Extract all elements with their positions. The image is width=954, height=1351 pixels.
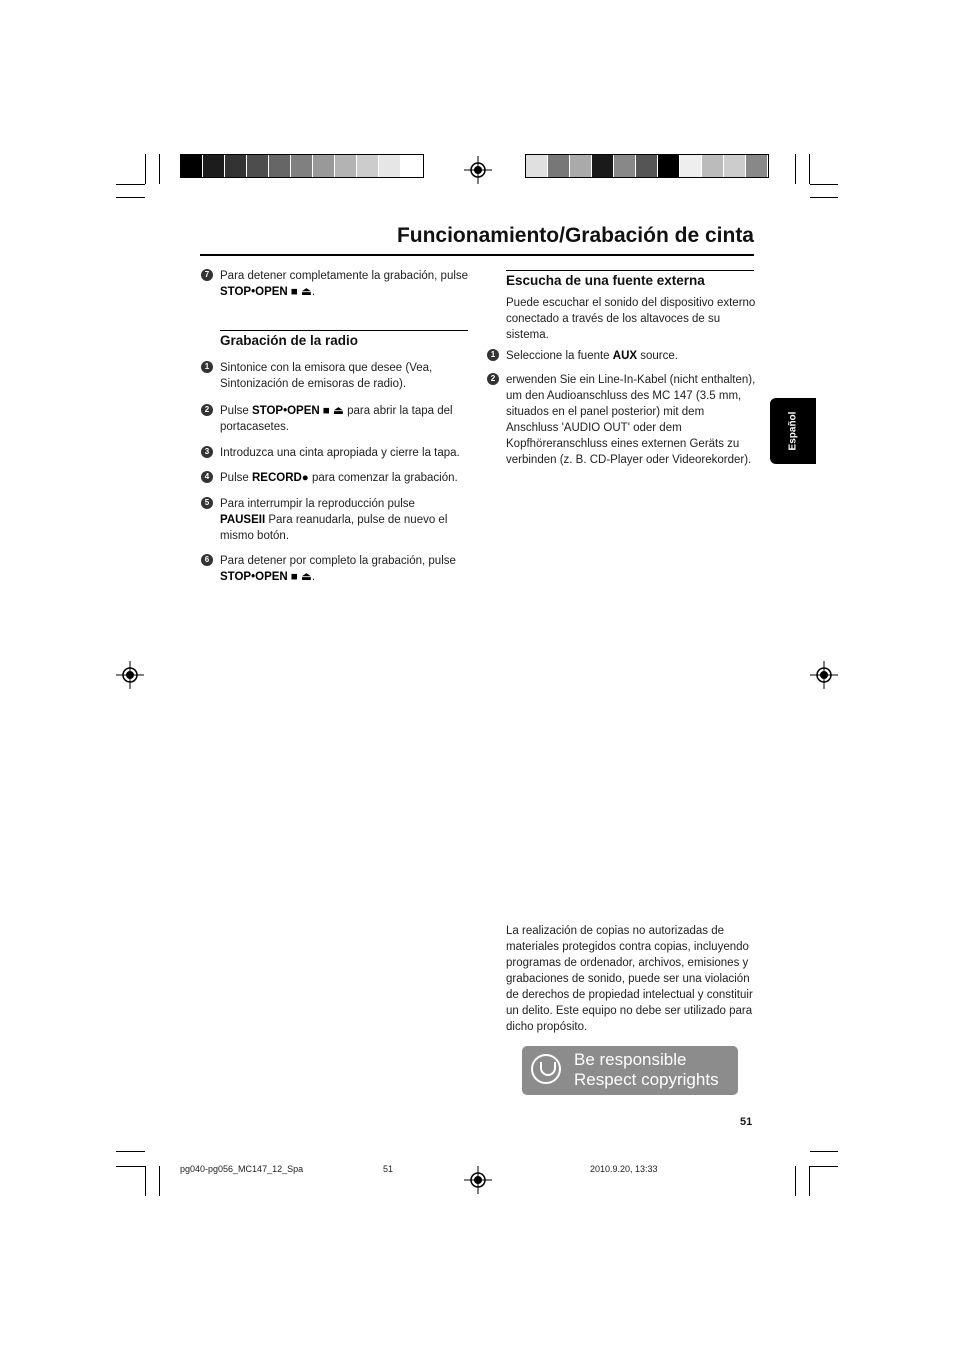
page-number: 51 <box>740 1116 753 1128</box>
step-post: . <box>311 571 316 583</box>
external-step-2: erwenden Sie ein Line-In-Kabel (nicht enthalten), um den Audioanschluss des MC 147 (3.5 mm, situados en el panel posterior) mit dem Anschluss 'AUDIO OUT' oder dem Kopfhöreranschluss eines externen Geräts zu verbinden (z. B. CD-Player oder Videorekorder). <box>506 374 756 466</box>
color-swatch <box>247 155 269 177</box>
step-number-badge: 2 <box>487 373 499 385</box>
radio-recording-heading: Grabación de la radio <box>220 333 359 348</box>
stop-open-key: STOP•OPEN ■ ⏏ <box>220 286 312 298</box>
crop-mark <box>145 1166 146 1196</box>
crop-mark <box>116 184 145 185</box>
language-tab-label: Español <box>787 411 799 451</box>
crop-mark <box>159 1166 160 1196</box>
color-swatch <box>181 155 203 177</box>
color-swatch <box>313 155 335 177</box>
step-number-badge: 3 <box>201 446 213 458</box>
stop-open-key: STOP•OPEN ■ ⏏ <box>220 571 312 583</box>
radio-step-2 <box>220 403 470 435</box>
crop-mark <box>116 1166 145 1167</box>
step-pre: Para detener por completo la grabación, pulse <box>220 555 456 567</box>
title-rule <box>200 254 754 256</box>
crop-mark <box>145 154 146 184</box>
color-swatch <box>401 155 423 177</box>
stop-open-key: STOP•OPEN ■ ⏏ <box>251 405 344 417</box>
crop-mark <box>116 1151 145 1152</box>
radio-step-4 <box>220 470 470 486</box>
step-number-badge: 5 <box>201 497 213 509</box>
step-number-badge: 6 <box>201 554 213 566</box>
color-swatch <box>658 155 680 177</box>
crop-mark <box>809 1166 810 1196</box>
footer-page: 51 <box>383 1164 394 1174</box>
external-step-1 <box>506 348 756 364</box>
section-rule <box>220 330 468 331</box>
step-number-badge: 2 <box>201 404 213 416</box>
step-pre: Para interrumpir la reproducción pulse <box>220 498 415 510</box>
color-swatch <box>724 155 746 177</box>
step-post: para abrir la tapa del portacasetes. <box>220 405 453 433</box>
step-post: source. <box>637 350 678 362</box>
step-pre: Seleccione la fuente <box>506 350 613 362</box>
step-pre: Pulse <box>220 472 252 484</box>
step-pre: Pulse <box>220 405 252 417</box>
crop-mark <box>810 184 838 185</box>
record-key: RECORD● <box>251 472 309 484</box>
copyright-note: La realización de copias no autorizadas de materiales protegidos contra copias, incluyendo programas de ordenador, archivos, emisiones y grabaciones de sonido, puede ser una violación de derechos de propiedad intelectual y constituir un delito. Este equipo no debe ser utilizado para dicho propósito. <box>506 925 753 1033</box>
color-swatch <box>357 155 379 177</box>
footer-file: pg040-pg056_MC147_12_Spa <box>180 1164 304 1174</box>
color-swatch <box>269 155 291 177</box>
color-swatch <box>592 155 614 177</box>
external-source-intro: Puede escuchar el sonido del dispositivo externo conectado a través de los altavoces de su sistema. <box>506 297 756 341</box>
crop-mark <box>810 1151 838 1152</box>
page-title: Funcionamiento/Grabación de cinta <box>396 224 754 247</box>
copyright-logo-icon <box>531 1054 561 1084</box>
color-swatch <box>548 155 570 177</box>
color-calibration-bar-right <box>525 154 769 178</box>
crop-mark <box>809 154 810 184</box>
language-tab <box>770 398 816 464</box>
radio-step-1: Sintonice con la emisora que desee (Vea, Sintonización de emisoras de radio). <box>220 362 433 390</box>
step-number-badge: 1 <box>487 349 499 361</box>
footer-date: 2010.9.20, 13:33 <box>590 1164 658 1174</box>
step-number-badge: 4 <box>201 471 213 483</box>
color-swatch <box>225 155 247 177</box>
badge-line-1: Be responsible <box>574 1050 687 1069</box>
radio-step-6 <box>220 553 470 585</box>
step-7-body: Para detener completamente la grabación, pulse <box>220 270 469 282</box>
crop-mark <box>159 154 160 184</box>
color-swatch <box>636 155 658 177</box>
color-swatch <box>335 155 357 177</box>
color-swatch <box>746 155 768 177</box>
color-swatch <box>291 155 313 177</box>
radio-step-3: Introduzca una cinta apropiada y cierre la tapa. <box>220 447 460 459</box>
external-source-heading: Escucha de una fuente externa <box>506 273 705 288</box>
crop-mark <box>810 1166 838 1167</box>
color-swatch <box>203 155 225 177</box>
registration-mark-icon <box>464 156 492 184</box>
radio-step-5 <box>220 496 460 544</box>
step-7-text: Para detener completamente la grabación, pulse STOP•OPEN ■ ⏏. <box>220 270 469 298</box>
badge-line-2: Respect copyrights <box>574 1070 719 1089</box>
color-calibration-bar-left <box>180 154 424 178</box>
pause-key: PAUSEII <box>220 514 266 526</box>
crop-mark <box>810 197 838 198</box>
crop-mark <box>116 197 145 198</box>
step-post: para comenzar la grabación. <box>308 472 458 484</box>
registration-mark-icon <box>116 661 144 689</box>
color-swatch <box>570 155 592 177</box>
crop-mark <box>795 154 796 184</box>
registration-mark-icon <box>464 1166 492 1194</box>
step-number-badge: 1 <box>201 361 213 373</box>
color-swatch <box>680 155 702 177</box>
color-swatch <box>614 155 636 177</box>
respect-copyrights-badge <box>522 1046 738 1095</box>
color-swatch <box>379 155 401 177</box>
registration-mark-icon <box>810 661 838 689</box>
color-swatch <box>702 155 724 177</box>
color-swatch <box>526 155 548 177</box>
aux-key: AUX <box>612 350 638 362</box>
crop-mark <box>795 1166 796 1196</box>
step-post: Para reanudarla, pulse de nuevo el mismo botón. <box>220 514 448 542</box>
section-rule <box>506 270 754 271</box>
step-number-badge: 7 <box>201 269 213 281</box>
